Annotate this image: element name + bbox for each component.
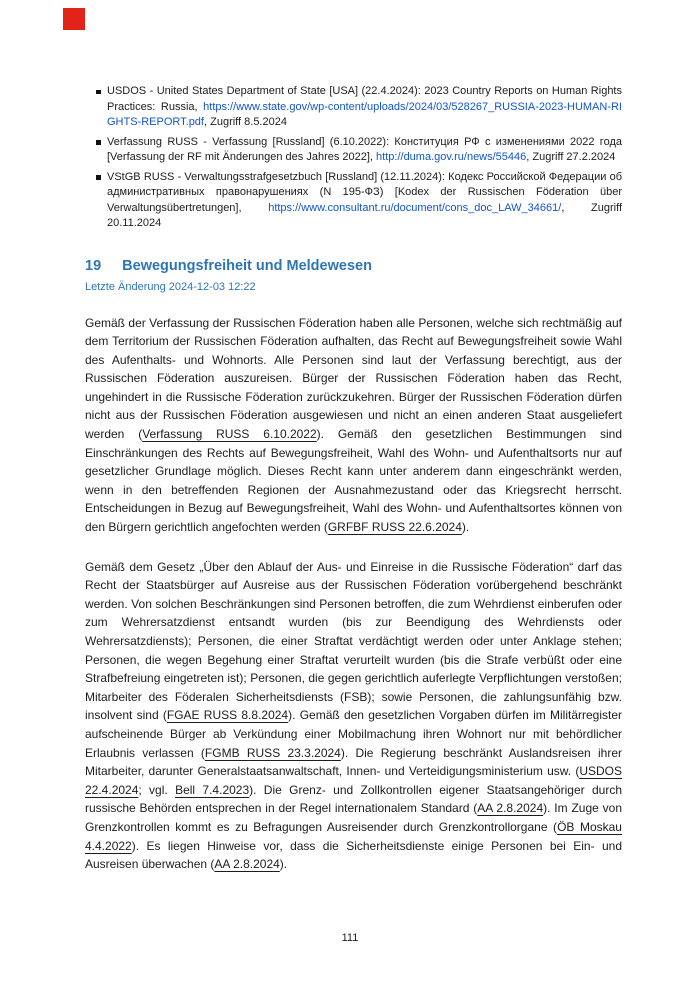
text-run: ). Die Grenz- und Zollkontrollen eigener Staatsangehöriger durch russische Behörden entsprechen in der Regel internationalem Standard ( <box>85 782 622 816</box>
text-run: ). Gemäß den gesetzlichen Bestimmungen sind Einschränkungen des Rechts auf Bewegungsfreiheit, Wahl des Wohn- und Aufenthaltsorts nur auf gesetzlicher Grundlage möglich. Dieses Recht kann unter anderem dann eingeschränkt werden, wenn in den betreffenden Regionen der Ausnahmezustand oder das Kriegsrecht herrscht. Entscheidungen in Bezug auf Bewegungsfreiheit, Wahl des Wohn- und Aufenthaltsortes können von den Bürgern gerichtlich angefochten werden ( <box>85 427 622 535</box>
text-run: Gemäß dem Gesetz „Über den Ablauf der Aus- und Einreise in die Russische Föderation“ darf das Recht der Staatsbürger auf Ausreise aus der Russischen Föderation vorübergehend beschränkt werden. Von solchen Beschränkungen sind Personen betroffen, die zum Wehrdienst einberufen oder zum Wehrersatzdienst entsandt wurden (bis zur Beendigung des Wehrdiensts oder Wehrersatzdiensts); Personen, die einer Straftat verdächtigt werden oder unter Anklage stehen; Personen, die wegen Begehung einer Straftat verurteilt wurden (bis die Strafe verbüßt oder eine Strafbefreiung eingetreten ist); Personen, die gegen gerichtlich auferlegte Verpflichtungen verstoßen; Mitarbeiter des Föderalen Sicherheitsdiensts (FSB); sowie Personen, die zahlungsunfähig bzw. insolvent sind ( <box>85 559 622 723</box>
source-entry <box>107 85 622 128</box>
text-run: ). Die Regierung beschränkt Auslandsreisen ihrer Mitarbeiter, darunter Generalstaatsanwaltschaft, Innen- und Verteidigungsministerium usw. ( <box>85 745 622 779</box>
paragraph <box>85 558 622 874</box>
text-run: , Zugriff 8.5.2024 <box>204 116 287 128</box>
citation-link[interactable]: Bell 7.4.2023 <box>175 782 250 797</box>
bullet-square-icon <box>96 140 101 145</box>
hyperlink[interactable]: http://duma.gov.ru/news/55446 <box>376 151 527 163</box>
bullet-square-icon <box>96 175 101 180</box>
text-run: ). Gemäß den gesetzlichen Vorgaben dürfen im Militärregister aufscheinende Bürger ab Verkündung einer Mobilmachung ihren Wohnort nur mit behördlicher Erlaubnis verlassen ( <box>85 708 622 760</box>
source-entry <box>107 171 622 230</box>
text-run: , Zugriff 20.11.2024 <box>107 201 623 229</box>
hyperlink[interactable]: https://www.consultant.ru/document/cons_doc_LAW_34661/ <box>268 201 562 214</box>
text-run: ). Im Zuge von Grenzkontrollen kommt es zu Befragungen Ausreisender durch Grenzkontrollorgane ( <box>85 801 622 834</box>
source-item <box>96 84 622 131</box>
source-entry <box>107 136 622 164</box>
source-item <box>96 135 622 166</box>
text-run: ). <box>279 857 288 872</box>
text-run: Verfassung RUSS - Verfassung [Russland] (6.10.2022): Конституция РФ с изменениями 2022 года [Verfassung der RF mit Änderungen des Jahres 2022], <box>107 135 622 163</box>
source-list <box>85 84 622 232</box>
text-run: ). Es liegen Hinweise vor, dass die Sicherheitsdienste einige Personen bei Ein- und Ausreisen überwachen ( <box>85 838 622 872</box>
citation-link[interactable]: AA 2.8.2024 <box>477 801 544 816</box>
paragraph <box>85 314 622 537</box>
citation-link[interactable]: AA 2.8.2024 <box>214 857 280 872</box>
citation-link[interactable]: FGAE RUSS 8.8.2024 <box>166 708 289 723</box>
hyperlink[interactable]: https://www.state.gov/wp-content/uploads/2024/03/528267_RUSSIA-2023-HUMAN-RIGHTS-REPORT.pdf <box>107 100 622 128</box>
citation-link[interactable]: Verfassung RUSS 6.10.2022 <box>142 427 317 442</box>
text-run: USDOS - United States Department of State [USA] (22.4.2024): 2023 Country Reports on Human Rights Practices: Russia, <box>107 85 622 113</box>
text-run: ; vgl. <box>138 782 176 797</box>
page-number: 111 <box>341 932 359 944</box>
section-number: 19 <box>85 257 102 274</box>
corner-red-square <box>63 8 85 30</box>
section-title: Bewegungsfreiheit und Meldewesen <box>122 257 372 274</box>
text-run: , Zugriff 27.2.2024 <box>526 151 616 163</box>
text-run: Gemäß der Verfassung der Russischen Föderation haben alle Personen, welche sich rechtmäßig auf dem Territorium der Russischen Föderation aufhalten, das Recht auf Bewegungsfreiheit sowie Wahl des Aufenthalts- und Wohnorts. Alle Personen sind laut der Verfassung berechtigt, aus der Russischen Föderation auszureisen. Bürger der Russischen Föderation haben das Recht, ungehindert in die Russische Föderation zurückzukehren. Bürger der Russischen Föderation dürfen nicht aus der Russischen Föderation ausgewiesen und nicht an einen anderen Staat ausgeliefert werden ( <box>85 315 622 442</box>
text-run: VStGB RUSS - Verwaltungsstrafgesetzbuch [Russland] (12.11.2024): Кодекс Российской Федерации об административных правонарушениях (N 195-ФЗ) [Kodex der Russischen Föderation über Verwaltungsübertretungen], <box>107 170 622 214</box>
citation-link[interactable]: FGMB RUSS 23.3.2024 <box>204 745 341 760</box>
text-run: ). <box>461 520 470 535</box>
last-change-note: Letzte Änderung 2024-12-03 12:22 <box>85 280 256 293</box>
citation-link[interactable]: ÖB Moskau 4.4.2022 <box>85 819 622 853</box>
citation-link[interactable]: GRFBF RUSS 22.6.2024 <box>327 520 462 535</box>
citation-link[interactable]: USDOS 22.4.2024 <box>85 764 622 797</box>
section-heading <box>85 258 622 274</box>
source-item <box>96 170 622 232</box>
bullet-square-icon <box>96 90 101 95</box>
